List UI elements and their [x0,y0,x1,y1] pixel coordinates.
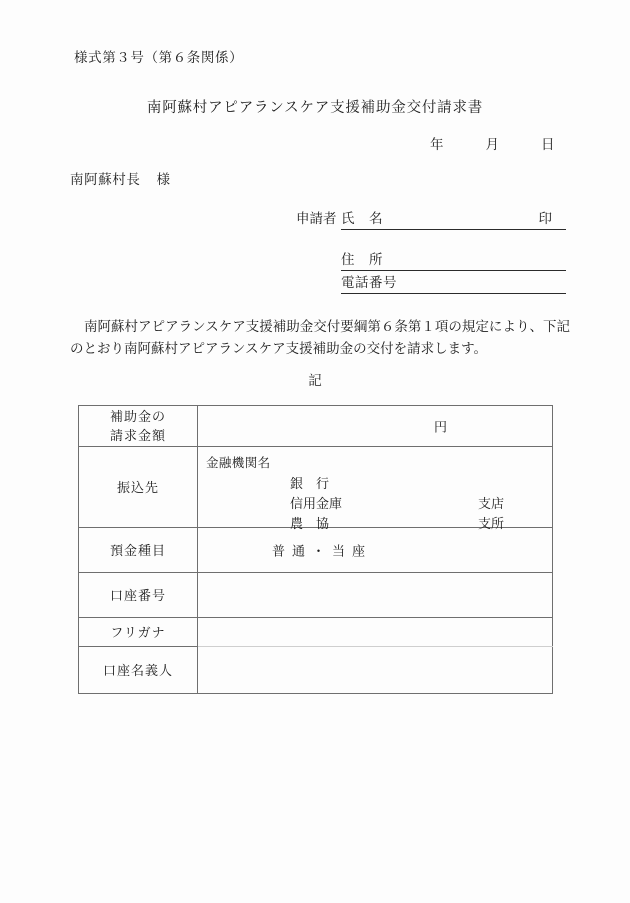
applicant-name-row [296,206,566,230]
body-paragraph: 南阿蘇村アピアランスケア支援補助金交付要綱第６条第１項の規定により、下記のとおり南阿蘇村アピアランスケア支援補助金の交付を請求します。 [70,319,570,356]
account-holder-value-cell[interactable] [198,647,553,694]
account-number-label-cell [79,573,198,618]
furigana-label: フリガナ [110,624,166,640]
furigana-label-cell [79,618,198,647]
amount-value-cell[interactable] [198,406,553,447]
currency-unit: 円 [434,419,448,435]
bank-option-nokyo[interactable]: 農 協 [290,516,330,531]
table-row-deposit-type [79,528,553,573]
day-label: 日 [541,137,555,152]
deposit-type-label: 預金種目 [109,542,166,558]
branch-suffix: 支店 [478,496,505,511]
applicant-phone-row [296,271,566,294]
deposit-type-label-cell [79,528,198,573]
document-title: 南阿蘇村アピアランスケア支援補助金交付請求書 [146,100,484,116]
table-row-furigana [79,618,553,647]
bank-value-cell[interactable] [198,447,553,531]
furigana-value-cell[interactable] [198,618,553,647]
seal-label: 印 [538,211,552,226]
deposit-type-value-cell[interactable] [198,528,553,573]
amount-label [79,407,197,445]
amount-label-cell [79,406,198,447]
table-row-bank [79,447,553,528]
bank-label-cell [79,447,198,528]
account-number-label: 口座番号 [109,587,166,603]
applicant-heading: 申請者 [296,211,337,226]
applicant-phone-field[interactable] [341,271,566,294]
table-row-account-holder [79,647,553,694]
addressee-name: 南阿蘇村長 [70,172,141,187]
table-row-amount [79,406,553,447]
date-line [430,133,555,153]
account-number-value-cell[interactable] [198,573,553,618]
bank-name-label: 金融機関名 [206,456,271,470]
bank-option-ginko[interactable]: 銀 行 [290,476,330,491]
applicant-name-field[interactable] [341,207,566,230]
addressee-honorific: 様 [156,172,171,187]
form-number: 様式第３号（第６条関係） [74,50,244,65]
account-holder-label-cell [79,647,198,694]
account-holder-label: 口座名義人 [102,662,173,678]
applicant-spacer [296,230,566,248]
deposit-type-options[interactable]: 普通・当座 [272,543,373,559]
year-label: 年 [430,137,444,152]
phone-label: 電話番号 [341,275,397,290]
request-details-table [78,405,553,694]
month-label: 月 [485,137,499,152]
bank-label: 振込先 [116,479,159,495]
ki-marker: 記 [308,373,322,388]
address-row-gutter [296,268,341,271]
applicant-address-field[interactable] [341,248,566,271]
amount-label-line2: 請求金額 [109,428,166,443]
applicant-address-row [296,248,566,271]
phone-row-gutter [296,291,341,294]
applicant-block [296,206,566,294]
amount-label-line1: 補助金の [109,409,166,424]
office-suffix: 支所 [478,516,505,531]
addressee [70,168,171,188]
table-row-account-number [79,573,553,618]
bank-option-shinyokinko[interactable]: 信用金庫 [290,496,343,511]
bank-cell-inner [198,447,552,531]
address-label: 住 所 [341,252,383,267]
name-label: 氏 名 [341,211,383,226]
